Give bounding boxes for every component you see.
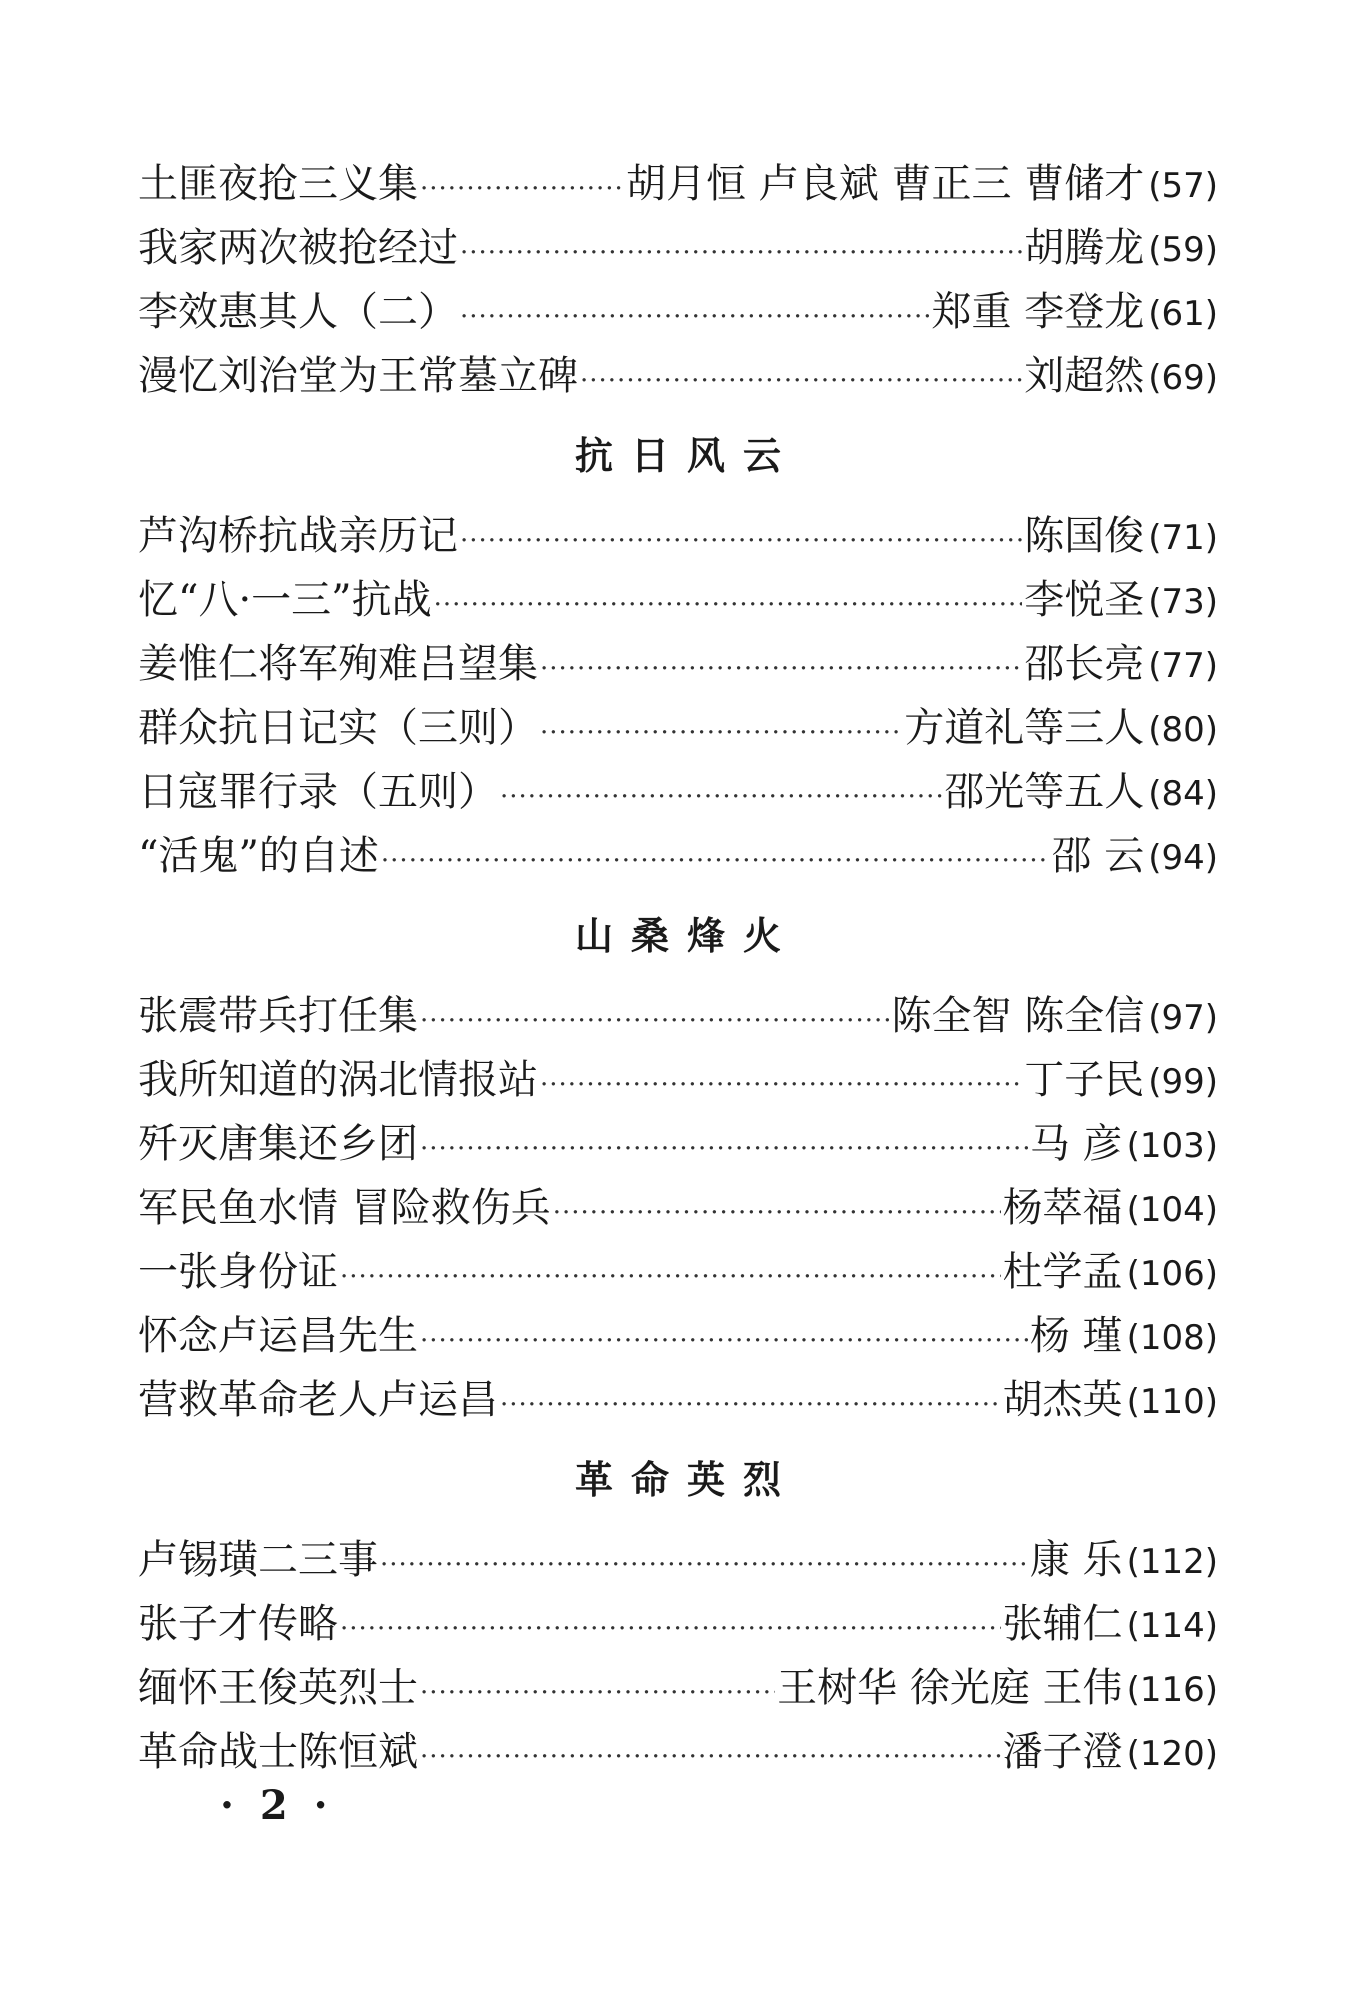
entry-page: (103) — [1126, 1126, 1218, 1166]
toc-entry — [138, 344, 1218, 408]
entry-page: (59) — [1148, 230, 1218, 270]
entry-author: 郑重 李登龙 — [931, 289, 1145, 335]
dot-leader — [420, 157, 624, 221]
entry-page: (116) — [1126, 1670, 1218, 1710]
entry-title: 芦沟桥抗战亲历记 — [138, 513, 458, 559]
dot-leader — [553, 1181, 1001, 1245]
toc-entry — [138, 1048, 1218, 1112]
entry-title: 土匪夜抢三义集 — [138, 161, 418, 207]
entry-author: 陈国俊 — [1024, 513, 1145, 559]
entry-title: 张子才传略 — [138, 1601, 338, 1647]
toc-entry — [138, 1528, 1218, 1592]
dot-leader — [500, 765, 942, 829]
entry-page: (77) — [1148, 646, 1218, 686]
dot-leader — [540, 701, 902, 765]
dot-leader — [540, 1053, 1022, 1117]
toc-group — [138, 408, 1218, 888]
entry-page: (120) — [1126, 1734, 1218, 1774]
toc-group — [138, 888, 1218, 1432]
dot-leader — [381, 829, 1050, 893]
entry-title: “活鬼”的自述 — [138, 833, 379, 879]
entry-page: (110) — [1126, 1382, 1218, 1422]
entry-page: (61) — [1148, 294, 1218, 334]
entry-title: 军民鱼水情 冒险救伤兵 — [138, 1185, 551, 1231]
entry-page: (97) — [1148, 998, 1218, 1038]
dot-leader — [434, 573, 1023, 637]
toc-entry — [138, 1720, 1218, 1784]
entry-title: 李效惠其人（二） — [138, 289, 458, 335]
entry-author: 张辅仁 — [1002, 1601, 1123, 1647]
entry-page: (99) — [1148, 1062, 1218, 1102]
dot-leader — [340, 1245, 1001, 1309]
entry-page: (69) — [1148, 358, 1218, 398]
entry-title: 张震带兵打任集 — [138, 993, 418, 1039]
entry-author: 陈全智 陈全信 — [891, 993, 1145, 1039]
toc-entry — [138, 824, 1218, 888]
entry-title: 我家两次被抢经过 — [138, 225, 458, 271]
dot-leader — [460, 285, 929, 349]
dot-leader — [420, 989, 889, 1053]
entry-page: (104) — [1126, 1190, 1218, 1230]
toc-entry — [138, 632, 1218, 696]
entry-page: (108) — [1126, 1318, 1218, 1358]
table-of-contents — [138, 152, 1218, 1784]
dot-leader — [420, 1117, 1028, 1181]
entry-title: 缅怀王俊英烈士 — [138, 1665, 418, 1711]
entry-author: 刘超然 — [1024, 353, 1145, 399]
page-number: · 2 · — [220, 1782, 334, 1829]
toc-entry — [138, 504, 1218, 568]
entry-author: 杜学孟 — [1002, 1249, 1123, 1295]
toc-group — [138, 1432, 1218, 1784]
entry-page: (84) — [1148, 774, 1218, 814]
toc-group — [138, 152, 1218, 408]
toc-entry — [138, 1656, 1218, 1720]
entry-page: (80) — [1148, 710, 1218, 750]
dot-leader — [420, 1309, 1028, 1373]
section-heading: 抗日风云 — [574, 434, 799, 478]
entry-author: 康 乐 — [1029, 1537, 1123, 1583]
section-heading: 山桑烽火 — [574, 914, 799, 958]
entry-page: (112) — [1126, 1542, 1218, 1582]
toc-entry — [138, 152, 1218, 216]
toc-entry — [138, 1592, 1218, 1656]
entry-title: 营救革命老人卢运昌 — [138, 1377, 498, 1423]
dot-leader — [420, 1661, 775, 1725]
entry-author: 胡腾龙 — [1024, 225, 1145, 271]
entry-author: 邵光等五人 — [944, 769, 1145, 815]
dot-leader — [580, 349, 1022, 413]
entry-author: 马 彦 — [1029, 1121, 1123, 1167]
toc-entry — [138, 280, 1218, 344]
entry-author: 邵 云 — [1051, 833, 1145, 879]
toc-entry — [138, 1176, 1218, 1240]
entry-title: 一张身份证 — [138, 1249, 338, 1295]
entry-author: 王树华 徐光庭 王伟 — [777, 1665, 1123, 1711]
dot-leader — [460, 221, 1022, 285]
entry-author: 杨萃福 — [1002, 1185, 1123, 1231]
entry-author: 方道礼等三人 — [904, 705, 1145, 751]
toc-entry — [138, 984, 1218, 1048]
entry-author: 潘子澄 — [1002, 1729, 1123, 1775]
entry-title: 歼灭唐集还乡团 — [138, 1121, 418, 1167]
entry-page: (106) — [1126, 1254, 1218, 1294]
entry-author: 丁子民 — [1024, 1057, 1145, 1103]
dot-leader — [380, 1533, 1028, 1597]
entry-title: 革命战士陈恒斌 — [138, 1729, 418, 1775]
toc-entry — [138, 1368, 1218, 1432]
dot-leader — [540, 637, 1022, 701]
toc-entry — [138, 1112, 1218, 1176]
entry-title: 卢锡璜二三事 — [138, 1537, 378, 1583]
entry-author: 邵长亮 — [1024, 641, 1145, 687]
entry-title: 群众抗日记实（三则） — [138, 705, 538, 751]
entry-title: 我所知道的涡北情报站 — [138, 1057, 538, 1103]
toc-entry — [138, 568, 1218, 632]
entry-title: 漫忆刘治堂为王常墓立碑 — [138, 353, 578, 399]
dot-leader — [340, 1597, 1001, 1661]
entry-page: (71) — [1148, 518, 1218, 558]
entry-author: 胡杰英 — [1002, 1377, 1123, 1423]
toc-entry — [138, 696, 1218, 760]
entry-title: 怀念卢运昌先生 — [138, 1313, 418, 1359]
dot-leader — [460, 509, 1022, 573]
toc-entry — [138, 216, 1218, 280]
entry-title: 日寇罪行录（五则） — [138, 769, 498, 815]
dot-leader — [500, 1373, 1001, 1437]
toc-entry — [138, 1304, 1218, 1368]
entry-page: (73) — [1148, 582, 1218, 622]
entry-title: 姜惟仁将军殉难吕望集 — [138, 641, 538, 687]
entry-title: 忆“八·一三”抗战 — [138, 577, 432, 623]
entry-page: (94) — [1148, 838, 1218, 878]
entry-author: 胡月恒 卢良斌 曹正三 曹储才 — [626, 161, 1145, 207]
toc-entry — [138, 760, 1218, 824]
entry-page: (57) — [1148, 166, 1218, 206]
dot-leader — [420, 1725, 1001, 1789]
toc-entry — [138, 1240, 1218, 1304]
section-heading: 革命英烈 — [574, 1458, 799, 1502]
entry-author: 李悦圣 — [1024, 577, 1145, 623]
entry-page: (114) — [1126, 1606, 1218, 1646]
entry-author: 杨 瑾 — [1029, 1313, 1123, 1359]
